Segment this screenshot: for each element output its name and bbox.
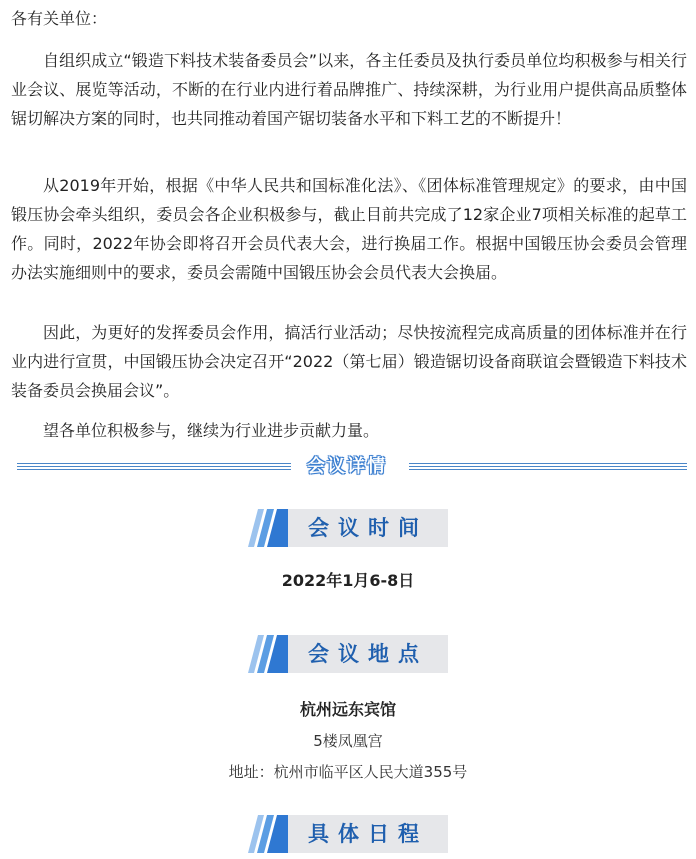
meeting-place-header	[248, 635, 448, 673]
divider-title: 会议详情	[307, 456, 387, 477]
slash-stripes-icon	[248, 509, 288, 547]
meeting-time-label-box	[288, 509, 448, 547]
paragraph-2: 从2019年开始，根据《中华人民共和国标准化法》、《团体标准管理规定》的要求，由中国锻压协会牵头组织，委员会各企业积极参与，截止目前共完成了12家企业7项相关标准的起草工作。同时，2022年协会即将召开会员代表大会，进行换届工作。根据中国锻压协会委员会管理办法实施细则中的要求，委员会需随中国锻压协会会员代表大会换届。	[11, 176, 687, 282]
meeting-place-label-box	[288, 635, 448, 673]
paragraph-4: 望各单位积极参与，继续为行业进步贡献力量。	[43, 421, 380, 440]
schedule-title: 具体日程	[308, 822, 428, 846]
slash-stripes-icon	[248, 815, 288, 853]
paragraph-1: 自组织成立“锻造下料技术装备委员会”以来，各主任委员及执行委员单位均积极参与相关行业会议、展览等活动，不断的在行业内进行着品牌推广、持续深耕，为行业用户提供高品质整体锯切解决方案的同时，也共同推动着国产锯切装备水平和下料工艺的不断提升！	[11, 51, 687, 128]
meeting-time-header	[248, 509, 448, 547]
meeting-place-title: 会议地点	[308, 642, 428, 666]
slash-stripes-icon	[248, 635, 288, 673]
venue-address: 地址：杭州市临平区人民大道355号	[228, 763, 468, 781]
divider-rule-right	[403, 463, 687, 471]
meeting-date: 2022年1月6-8日	[281, 571, 415, 590]
meeting-time-title: 会议时间	[308, 516, 428, 540]
venue-room: 5楼凤凰宫	[313, 732, 383, 750]
schedule-label-box	[288, 815, 448, 853]
section-divider	[11, 454, 687, 480]
divider-rule-left	[11, 463, 291, 471]
paragraph-3: 因此，为更好的发挥委员会作用，搞活行业活动；尽快按流程完成高质量的团体标准并在行业内进行宣贯，中国锻压协会决定召开“2022（第七届）锻造锯切设备商联谊会暨锻造下料技术装备委员会换届会议”。	[11, 323, 687, 400]
venue-name: 杭州远东宾馆	[299, 700, 396, 719]
salutation: 各有关单位：	[11, 9, 108, 28]
schedule-header	[248, 815, 448, 853]
